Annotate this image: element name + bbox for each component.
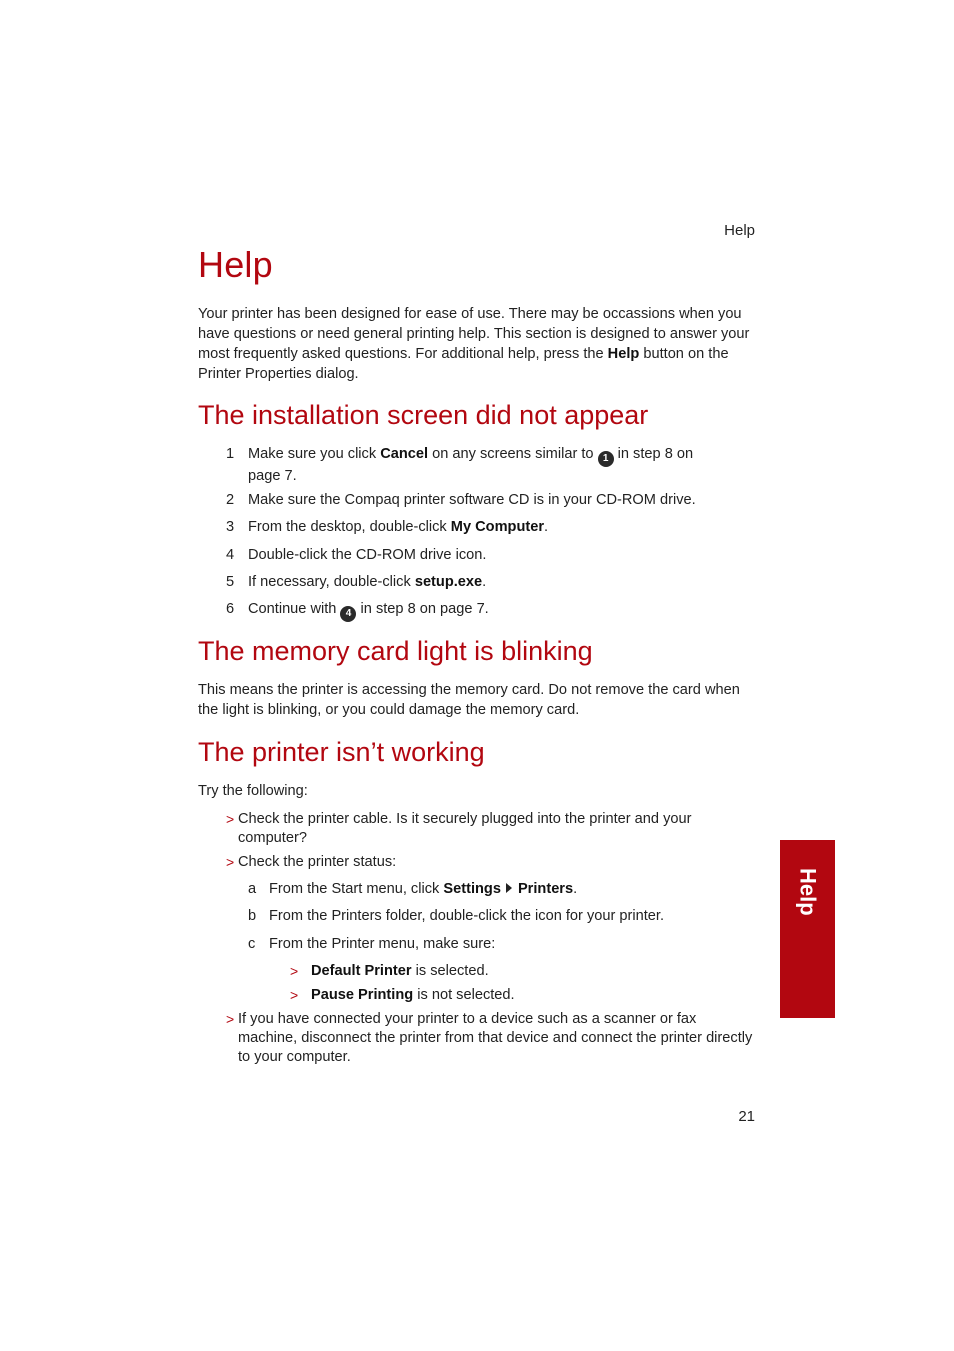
step-1: 1 Make sure you click Cancel on any screens similar to 1 in step 8 on page 7. bbox=[226, 446, 694, 484]
chevron-right-icon: > bbox=[226, 811, 235, 827]
page-title: Help bbox=[198, 244, 273, 285]
chevron-right-icon: > bbox=[226, 854, 235, 870]
running-header: Help bbox=[724, 222, 755, 239]
step-number-icon: 1 bbox=[598, 451, 614, 467]
chevron-right-icon: > bbox=[290, 987, 299, 1003]
step-5: 5 If necessary, double-click setup.exe. bbox=[226, 574, 487, 590]
step-3: 3 From the desktop, double-click My Computer. bbox=[226, 519, 549, 535]
intro-paragraph: Your printer has been designed for ease of use. There may be occassions when you have questions or need general printing help. This section is designed to answer your most frequently asked questions. For additional help, press the Help button on the Printer Properties dialog. bbox=[198, 306, 750, 382]
chevron-right-icon: > bbox=[290, 963, 299, 979]
bullet-check-cable: > Check the printer cable. Is it securely plugged into the printer and your computer? bbox=[226, 811, 692, 846]
memory-card-paragraph: This means the printer is accessing the memory card. Do not remove the card when the light is blinking, or you could damage the memory card. bbox=[198, 682, 740, 718]
step-2: 2 Make sure the Compaq printer software CD is in your CD-ROM drive. bbox=[226, 492, 696, 508]
bullet-check-status: > Check the printer status: bbox=[226, 854, 397, 870]
substep-a: a From the Start menu, click Settings Printers. bbox=[248, 881, 578, 897]
step-6: 6 Continue with 4 in step 8 on page 7. bbox=[226, 600, 489, 622]
side-tab-help bbox=[780, 840, 835, 1018]
step-4: 4 Double-click the CD-ROM drive icon. bbox=[226, 547, 487, 563]
substep-c: c From the Printer menu, make sure: bbox=[248, 936, 496, 952]
substep-b: b From the Printers folder, double-click the icon for your printer. bbox=[248, 908, 665, 924]
side-tab-label: Help bbox=[795, 868, 821, 916]
try-following: Try the following: bbox=[198, 783, 308, 799]
arrow-right-icon bbox=[506, 883, 512, 893]
step-number-icon: 4 bbox=[340, 606, 356, 622]
subbullet-pause-printing: > Pause Printing is not selected. bbox=[290, 987, 515, 1003]
page-number: 21 bbox=[738, 1108, 755, 1125]
section-heading-installation: The installation screen did not appear bbox=[198, 400, 649, 430]
bullet-disconnect-device: > If you have connected your printer to a device such as a scanner or fax machine, disconnect the printer from that device and connect the printer directly to your computer. bbox=[226, 1011, 753, 1065]
section-heading-memory-card: The memory card light is blinking bbox=[198, 636, 593, 666]
chevron-right-icon: > bbox=[226, 1011, 235, 1027]
help-button-ref: Help bbox=[607, 346, 640, 362]
section-heading-printer-not-working: The printer isn’t working bbox=[198, 737, 485, 767]
subbullet-default-printer: > Default Printer is selected. bbox=[290, 963, 489, 979]
